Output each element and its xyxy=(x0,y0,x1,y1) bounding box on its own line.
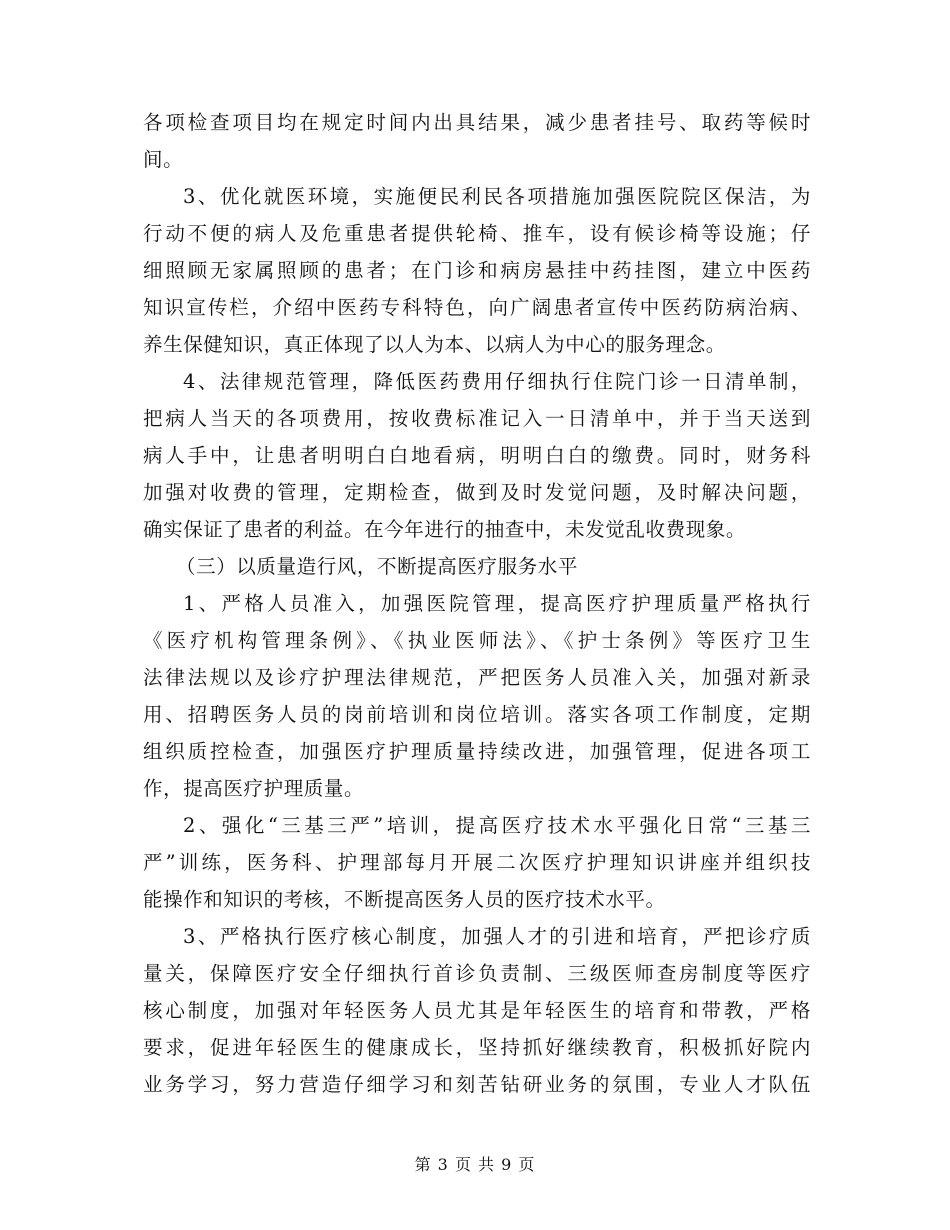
text-line: 确实保证了患者的利益。在今年进行的抽查中，未发觉乱收费现象。 xyxy=(143,518,747,541)
text-line: 病人手中，让患者明明白白地看病，明明白白的缴费。同时，财务科 xyxy=(143,444,811,467)
text-line: 4、法律规范管理，降低医药费用仔细执行住院门诊一日清单制， xyxy=(183,370,811,393)
text-line: 3、优化就医环境，实施便民利民各项措施加强医院院区保洁，为 xyxy=(183,185,811,208)
text-line: 法律法规以及诊疗护理法律规范，严把医务人员准入关，加强对新录 xyxy=(143,666,811,689)
body-text xyxy=(143,104,811,1103)
text-line: 加强对收费的管理，定期检查，做到及时发觉问题，及时解决问题， xyxy=(143,481,811,504)
text-line: 细照顾无家属照顾的患者；在门诊和病房悬挂中药挂图，建立中医药 xyxy=(143,259,811,282)
text-line: 3、严格执行医疗核心制度，加强人才的引进和培育，严把诊疗质 xyxy=(183,925,811,948)
text-line: 1、严格人员准入，加强医院管理，提高医疗护理质量严格执行 xyxy=(183,592,811,615)
text-line: 行动不便的病人及危重患者提供轮椅、推车，设有候诊椅等设施；仔 xyxy=(143,222,811,245)
text-line: 把病人当天的各项费用，按收费标准记入一日清单中，并于当天送到 xyxy=(143,407,811,430)
text-line: 作，提高医疗护理质量。 xyxy=(143,777,365,800)
text-line: 养生保健知识，真正体现了以人为本、以病人为中心的服务理念。 xyxy=(143,333,726,356)
text-line: 各项检查项目均在规定时间内出具结果，减少患者挂号、取药等候时 xyxy=(143,111,811,134)
text-line: 严”训练，医务科、护理部每月开展二次医疗护理知识讲座并组织技 xyxy=(143,851,811,874)
text-line: 用、招聘医务人员的岗前培训和岗位培训。落实各项工作制度，定期 xyxy=(143,703,811,726)
text-line: 业务学习，努力营造仔细学习和刻苦钻研业务的氛围，专业人才队伍 xyxy=(143,1073,811,1096)
text-line: （三）以质量造行风，不断提高医疗服务水平 xyxy=(176,555,579,578)
text-line: 《医疗机构管理条例》、《执业医师法》、《护士条例》等医疗卫生 xyxy=(143,629,811,652)
text-line: 要求，促进年轻医生的健康成长，坚持抓好继续教育，积极抓好院内 xyxy=(143,1036,811,1059)
page-number-footer: 第 3 页 共 9 页 xyxy=(414,1155,536,1174)
text-line: 核心制度，加强对年轻医务人员尤其是年轻医生的培育和带教，严格 xyxy=(143,999,811,1022)
text-line: 能操作和知识的考核，不断提高医务人员的医疗技术水平。 xyxy=(143,888,666,911)
text-line: 组织质控检查，加强医疗护理质量持续改进，加强管理，促进各项工 xyxy=(143,740,811,763)
text-line: 2、强化“三基三严”培训，提高医疗技术水平强化日常“三基三 xyxy=(183,814,811,837)
text-line: 量关，保障医疗安全仔细执行首诊负责制、三级医师查房制度等医疗 xyxy=(143,962,811,985)
text-line: 间。 xyxy=(143,148,184,171)
text-line: 知识宣传栏，介绍中医药专科特色，向广阔患者宣传中医药防病治病、 xyxy=(143,296,811,319)
